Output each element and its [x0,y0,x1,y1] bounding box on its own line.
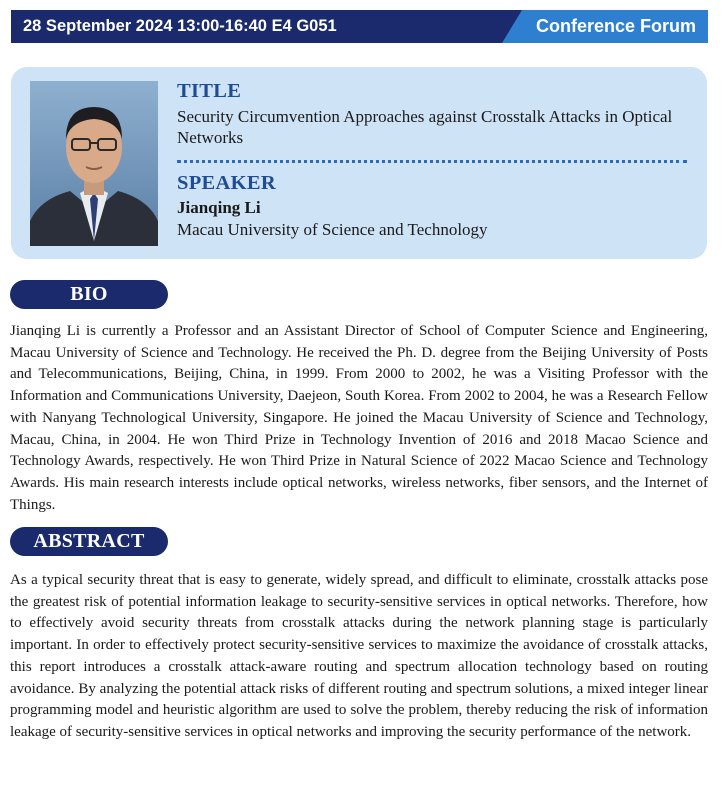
bio-heading: BIO [10,280,168,309]
speaker-name: Jianqing Li [177,198,261,217]
speaker-label: SPEAKER [177,172,276,194]
title-label: TITLE [177,80,242,102]
bio-text: Jianqing Li is currently a Professor and an Assistant Director of School of Computer Science and Engineering, Macau University of Science and Technology. He received the Ph. D. degree from the Beijing University of Posts and Telecommunications, Beijing, China, in 1999. From 2000 to 2002, he was a Visiting Professor with the Information and Communications University, Daejeon, South Korea. From 2002 to 2004, he was a Research Fellow with Nanyang Technological University, Singapore. He joined the Macau University of Science and Technology, Macau, China, in 2004. He won Third Prize in Technology Invention of 2016 and 2018 Macao Science and Technology Awards, respectively. He won Third Prize in Natural Science of 2022 Macao Science and Technology Awards. His main research interests include optical networks, wireless networks, fiber sensors, and the Internet of Things. [10,323,708,513]
speaker-affiliation: Macau University of Science and Technology [177,220,488,239]
abstract-text: As a typical security threat that is easy to generate, widely spread, and difficult to eliminate, crosstalk attacks pose the greatest risk of potential information leakage to security-sensitive services in optical networks. Therefore, how to effectively avoid security threats from crosstalk attacks during the network planning stage is particularly important. In order to effectively protect security-sensitive services to maximize the avoidance of crosstalk attacks, this report introduces a crosstalk attack-aware routing and spectrum allocation technology based on routing avoidance. By analyzing the potential attack risks of different routing and spectrum solutions, a mixed integer linear programming model and heuristic algorithm are used to solve the problem, thereby reducing the risk of information leakage of security-sensitive services in optical networks and improving the security performance of the network. [10,572,708,740]
dotted-divider [177,160,687,163]
header-bar [11,10,708,43]
speaker-portrait-icon [30,81,158,246]
abstract-heading: ABSTRACT [10,527,168,556]
session-datetime-venue: 28 September 2024 13:00-16:40 E4 G051 [23,17,337,35]
talk-card [11,67,707,259]
talk-title: Security Circumvention Approaches against Crosstalk Attacks in Optical Networks [177,107,673,147]
speaker-photo [30,81,158,246]
talk-details [177,79,697,241]
session-category: Conference Forum [535,16,696,36]
